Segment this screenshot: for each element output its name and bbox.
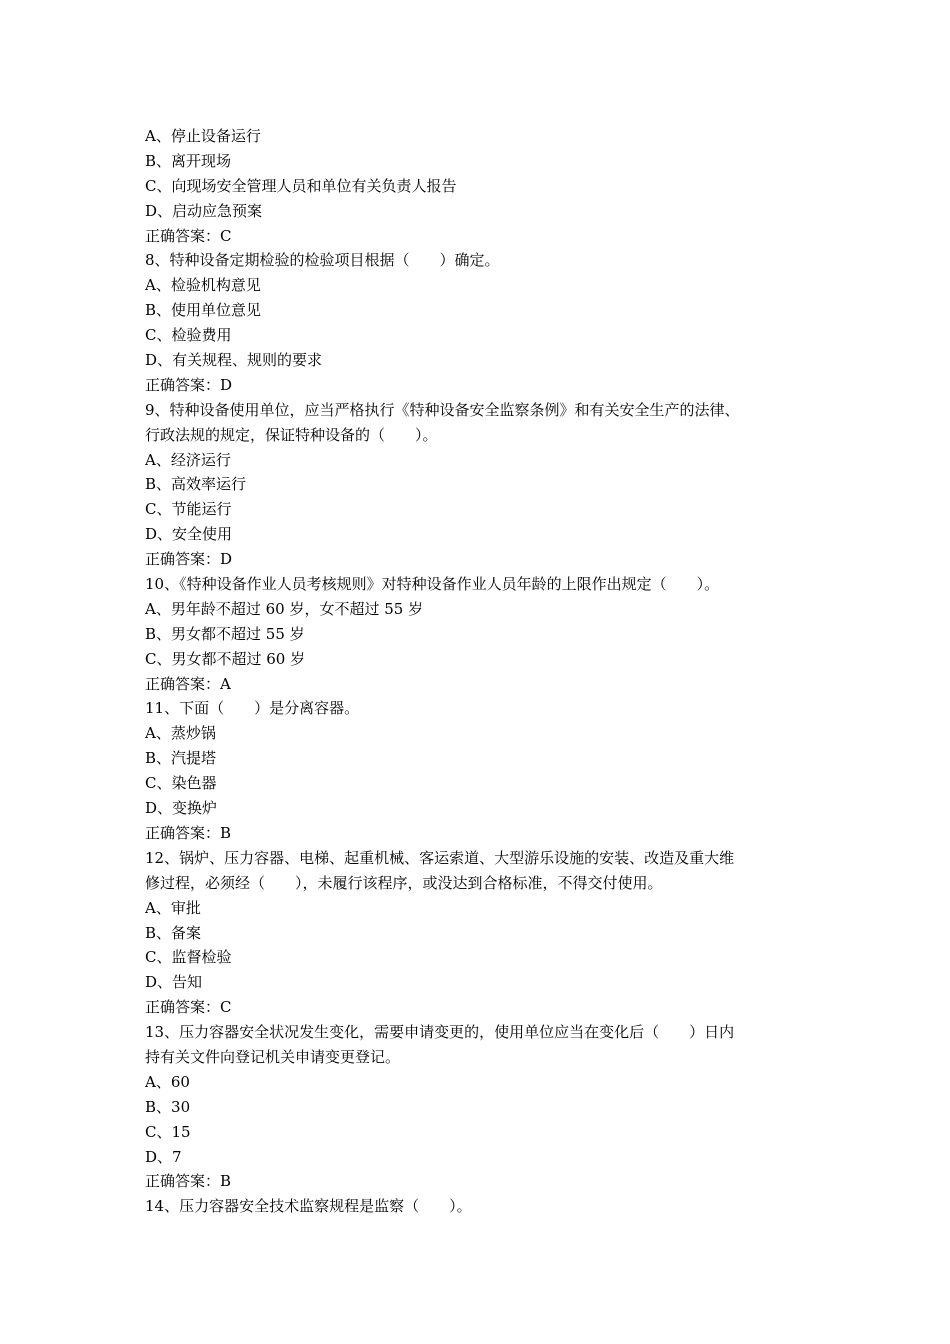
option-line: C、染色器 [145,774,217,793]
option-line: A、停止设备运行 [145,127,261,145]
option-line: A、男年龄不超过 60 岁，女不超过 55 岁 [145,599,424,618]
answer-line: 正确答案：D [145,375,233,394]
option-line: A、审批 [145,898,201,917]
option-line: B、男女都不超过 55 岁 [145,624,305,643]
option-line: A、蒸炒锅 [145,724,216,743]
option-line: B、高效率运行 [145,475,247,494]
answer-line: 正确答案：B [145,823,232,842]
option-line: C、15 [145,1122,191,1141]
option-line: C、节能运行 [145,500,232,519]
option-line: D、启动应急预案 [145,201,263,220]
option-line: A、检验机构意见 [145,276,261,295]
question-line: 持有关文件向登记机关申请变更登记。 [145,1047,401,1066]
option-line: A、经济运行 [145,450,231,469]
answer-line: 正确答案：A [145,674,231,693]
option-line: B、离开现场 [145,151,232,170]
option-line: B、汽提塔 [145,749,217,768]
question-line: 12、锅炉、压力容器、电梯、起重机械、客运索道、大型游乐设施的安装、改造及重大维 [145,848,735,867]
option-line: C、检验费用 [145,326,232,345]
answer-line: 正确答案：C [145,998,232,1017]
option-line: B、备案 [145,923,202,942]
option-line: A、60 [145,1072,190,1091]
question-line: 10、《特种设备作业人员考核规则》对特种设备作业人员年龄的上限作出规定（ ）。 [145,575,720,594]
option-line: D、变换炉 [145,799,218,818]
document-body [145,124,810,1219]
option-line: B、30 [145,1097,191,1116]
answer-line: 正确答案：B [145,1172,232,1191]
option-line: C、向现场安全管理人员和单位有关负责人报告 [145,176,457,195]
option-line: D、告知 [145,973,203,992]
question-line: 8、特种设备定期检验的检验项目根据（ ）确定。 [145,251,500,270]
option-line: C、监督检验 [145,948,232,967]
option-line: D、7 [145,1147,182,1166]
option-line: D、安全使用 [145,525,233,544]
option-line: B、使用单位意见 [145,301,262,320]
question-line: 11、下面（ ）是分离容器。 [145,699,360,718]
question-line: 9、特种设备使用单位，应当严格执行《特种设备安全监察条例》和有关安全生产的法律、 [145,400,740,419]
question-line: 修过程，必须经（ ），未履行该程序，或没达到合格标准，不得交付使用。 [145,873,663,892]
question-line: 行政法规的规定，保证特种设备的（ ）。 [145,425,438,444]
answer-line: 正确答案：C [145,226,232,245]
question-line: 13、压力容器安全状况发生变化，需要申请变更的，使用单位应当在变化后（ ）日内 [145,1023,735,1042]
question-line: 14、压力容器安全技术监察规程是监察（ ）。 [145,1197,472,1216]
answer-line: 正确答案：D [145,550,233,569]
option-line: C、男女都不超过 60 岁 [145,649,306,668]
option-line: D、有关规程、规则的要求 [145,351,323,370]
